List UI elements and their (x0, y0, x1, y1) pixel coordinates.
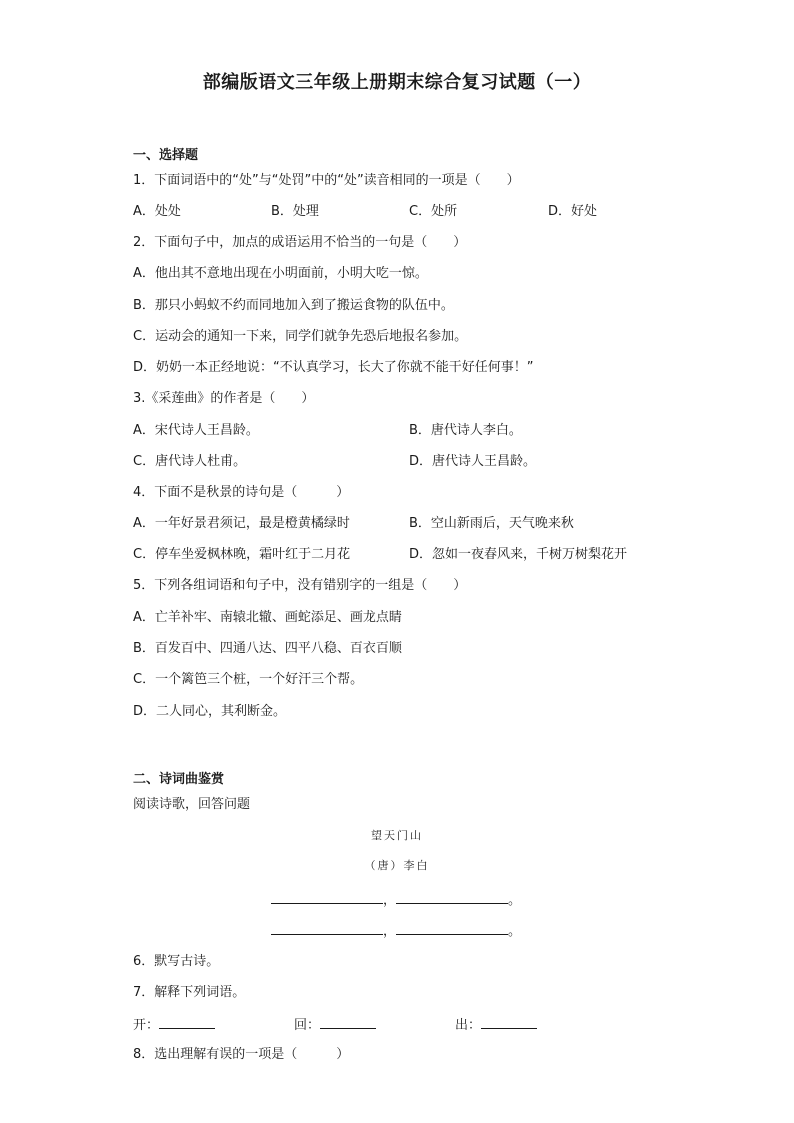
question-7-stem: 7．解释下列词语。 (133, 985, 246, 1000)
poem-blank[interactable] (396, 889, 508, 904)
q1-option-d: D．好处 (548, 204, 598, 219)
word-label: 开： (133, 1018, 160, 1033)
word-label: 回： (294, 1018, 321, 1033)
word-label: 出： (455, 1018, 482, 1033)
q1-option-a: A．处处 (133, 204, 181, 219)
q4-option-a: A．一年好景君须记，最是橙黄橘绿时 (133, 516, 350, 531)
q5-option-b: B．百发百中、四通八达、四平八稳、百衣百顺 (133, 641, 402, 656)
q3-option-b: B．唐代诗人李白。 (409, 423, 522, 438)
poem-line-2-blanks (271, 920, 521, 942)
q4-option-c: C．停车坐爱枫林晚，霜叶红于二月花 (133, 547, 351, 562)
q3-option-d: D．唐代诗人王昌龄。 (409, 454, 537, 469)
question-5-stem: 5．下列各组词语和句子中，没有错别字的一组是（ ） (133, 578, 467, 593)
question-3-stem: 3.《采莲曲》的作者是（ ） (133, 391, 315, 406)
comma: ， (383, 924, 397, 939)
poem-blank[interactable] (396, 920, 508, 935)
period: 。 (508, 924, 522, 939)
q5-option-a: A．亡羊补牢、南辕北辙、画蛇添足、画龙点睛 (133, 610, 402, 625)
q2-option-a: A．他出其不意地出现在小明面前，小明大吃一惊。 (133, 266, 428, 281)
word-chu (455, 1014, 537, 1036)
q1-option-c: C．处所 (409, 204, 458, 219)
q5-option-c: C．一个篱笆三个桩，一个好汗三个帮。 (133, 672, 364, 687)
period: 。 (508, 893, 522, 908)
q2-option-d: D．奶奶一本正经地说：“不认真学习，长大了你就不能干好任何事！” (133, 360, 534, 375)
q4-option-b: B．空山新雨后，天气晚来秋 (409, 516, 574, 531)
poem-line-1-blanks (271, 889, 521, 911)
question-2-stem: 2．下面句子中，加点的成语运用不恰当的一句是（ ） (133, 235, 467, 250)
answer-blank[interactable] (320, 1014, 376, 1029)
question-8-stem: 8．选出理解有误的一项是（ ） (133, 1047, 350, 1062)
word-hui (294, 1014, 376, 1036)
answer-blank[interactable] (159, 1014, 215, 1029)
poem-title: 望天门山 (371, 829, 423, 842)
q3-option-c: C．唐代诗人杜甫。 (133, 454, 247, 469)
q3-option-a: A．宋代诗人王昌龄。 (133, 423, 259, 438)
q5-option-d: D．二人同心，其利断金。 (133, 704, 287, 719)
question-1-stem: 1．下面词语中的“处”与“处罚”中的“处”读音相同的一项是（ ） (133, 173, 520, 188)
q4-option-d: D．忽如一夜春风来，千树万树梨花开 (409, 547, 628, 562)
q2-option-c: C．运动会的通知一下来，同学们就争先恐后地报名参加。 (133, 329, 468, 344)
answer-blank[interactable] (481, 1014, 537, 1029)
q1-option-b: B．处理 (271, 204, 319, 219)
section-heading-poetry: 二、诗词曲鉴赏 (133, 772, 225, 787)
question-6-stem: 6．默写古诗。 (133, 954, 220, 969)
poem-blank[interactable] (271, 889, 383, 904)
poem-blank[interactable] (271, 920, 383, 935)
question-4-stem: 4．下面不是秋景的诗句是（ ） (133, 485, 350, 500)
reading-instruction: 阅读诗歌，回答问题 (133, 797, 251, 812)
poem-author: （唐）李白 (364, 859, 430, 872)
word-kai (133, 1014, 215, 1036)
q2-option-b: B．那只小蚂蚁不约而同地加入到了搬运食物的队伍中。 (133, 298, 454, 313)
comma: ， (383, 893, 397, 908)
page-title: 部编版语文三年级上册期末综合复习试题（一） (202, 72, 592, 93)
section-heading-choice: 一、选择题 (133, 148, 199, 163)
